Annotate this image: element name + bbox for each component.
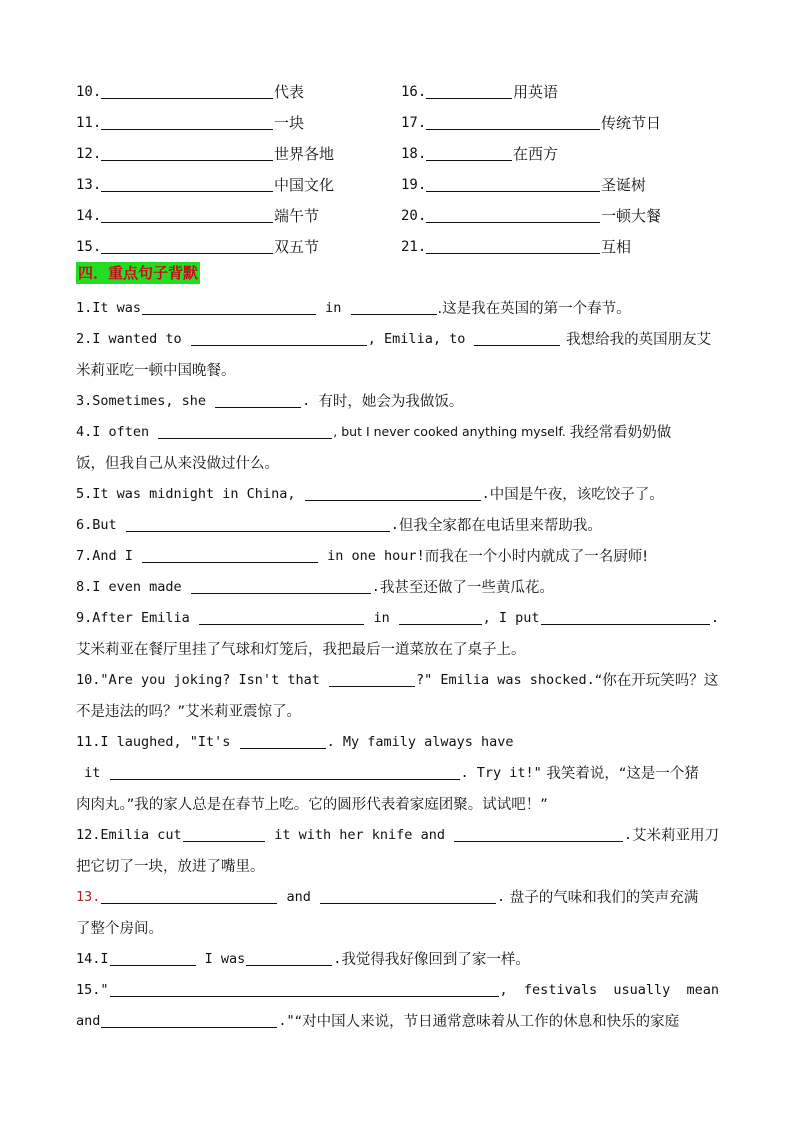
sentence-line <box>76 323 719 354</box>
section-heading: 四．重点句子背默 <box>78 264 199 282</box>
sentences-section <box>76 292 719 1036</box>
sentence-line <box>76 509 719 540</box>
sentence-line <box>76 478 719 509</box>
sentence-line <box>76 633 719 664</box>
vocab-prompt: 中国文化 <box>274 176 335 194</box>
sentence-translation: 而我在一个小时内就成了一名厨师! <box>424 549 649 565</box>
vocab-prompt: 一块 <box>274 114 305 132</box>
item-number: 19. <box>401 176 427 193</box>
sentence-line <box>76 416 719 447</box>
sentence-line <box>76 664 719 695</box>
sentence-text: 7.And I <box>76 547 142 564</box>
vocab-row <box>76 169 726 200</box>
sentence-translation: 中国是午夜，该吃饺子了。 <box>489 487 664 503</box>
sentence-text: 9.After Emilia <box>76 609 198 626</box>
sentence-translation: 米莉亚吃一顿中国晚餐。 <box>76 363 236 379</box>
answer-blank[interactable] <box>142 548 318 563</box>
answer-blank[interactable] <box>329 672 415 687</box>
sentence-text: . My family always have <box>326 733 514 750</box>
sentence-translation: 饭，但我自己从来没做过什么。 <box>76 456 279 472</box>
item-number: 12. <box>76 145 102 162</box>
item-number: 21. <box>401 238 427 255</box>
item-number: 18. <box>401 145 427 162</box>
answer-blank[interactable] <box>101 115 273 130</box>
answer-blank[interactable] <box>305 486 481 501</box>
answer-blank[interactable] <box>126 517 390 532</box>
sentence-text: 12.Emilia cut <box>76 826 182 843</box>
vocab-prompt: 传统节日 <box>601 114 662 132</box>
sentence-text: ?" Emilia was shocked. <box>415 671 595 688</box>
sentence-translation: 把它切了一块，放进了嘴里。 <box>76 859 265 875</box>
sentence-line <box>76 974 719 1005</box>
answer-blank[interactable] <box>110 982 499 997</box>
answer-blank[interactable] <box>191 579 371 594</box>
item-number: 20. <box>401 207 427 224</box>
sentence-translation: .这是我在英国的第一个春节。 <box>437 301 631 317</box>
sentence-text: in one hour! <box>319 547 425 564</box>
sentence-line <box>76 540 719 571</box>
sentence-line <box>76 912 719 943</box>
answer-blank[interactable] <box>199 610 364 625</box>
sentence-text: . <box>710 609 719 626</box>
sentence-translation: 艾米莉亚在餐厅里挂了气球和灯笼后，我把最后一道菜放在了桌子上。 <box>76 642 526 658</box>
item-number: 15. <box>76 238 102 255</box>
sentence-text: 2.I wanted to <box>76 330 190 347</box>
answer-blank[interactable] <box>101 239 273 254</box>
answer-blank[interactable] <box>101 1013 277 1028</box>
vocab-prompt: 互相 <box>601 238 632 256</box>
answer-blank[interactable] <box>101 146 273 161</box>
sentence-line <box>76 881 719 912</box>
sentence-text: 15." <box>76 981 109 998</box>
sentence-text: . <box>302 392 319 409</box>
vocab-prompt: 端午节 <box>274 207 320 225</box>
sentence-text: it <box>76 764 109 781</box>
sentence-translation: 我经常看奶奶做 <box>569 425 672 441</box>
sentence-text: . Try it!" <box>460 764 542 781</box>
answer-blank[interactable] <box>426 208 600 223</box>
item-number: 11. <box>76 114 102 131</box>
sentence-line <box>76 726 719 757</box>
answer-blank[interactable] <box>240 734 326 749</box>
answer-blank[interactable] <box>474 331 560 346</box>
answer-blank[interactable] <box>158 424 332 439</box>
sentence-line <box>76 850 719 881</box>
sentence-line <box>76 385 719 416</box>
sentence-translation: 有时，她会为我做饭。 <box>318 394 464 410</box>
sentence-line <box>76 757 719 788</box>
answer-blank[interactable] <box>215 393 301 408</box>
sentence-text: 14.I <box>76 950 109 967</box>
vocab-row <box>76 76 726 107</box>
answer-blank[interactable] <box>101 889 277 904</box>
vocab-prompt: 在西方 <box>513 145 559 163</box>
answer-blank[interactable] <box>351 300 437 315</box>
sentence-text: . <box>390 516 399 533</box>
vocab-prompt: 用英语 <box>513 83 559 101</box>
item-number: 16. <box>401 83 427 100</box>
sentence-line <box>76 788 719 819</box>
answer-blank[interactable] <box>110 765 460 780</box>
item-number: 14. <box>76 207 102 224</box>
vocab-prompt: 圣诞树 <box>601 176 647 194</box>
sentence-line <box>76 292 719 323</box>
sentence-text: I was <box>196 950 246 967</box>
sentence-text: 3.Sometimes, she <box>76 392 215 409</box>
vocab-prompt: 双五节 <box>274 238 320 256</box>
vocab-row <box>76 107 726 138</box>
sentence-text: ." <box>278 1012 295 1029</box>
sentence-text: and <box>76 1012 101 1029</box>
item-number: 13. <box>76 176 102 193</box>
sentence-text: in <box>317 299 350 316</box>
sentence-text: , Emilia, to <box>367 330 474 347</box>
sentence-translation: 肉肉丸。”我的家人总是在春节上吃。它的圆形代表着家庭团聚。试试吧！” <box>76 797 548 813</box>
sentence-translation: 我甚至还做了一些黄瓜花。 <box>379 580 554 596</box>
sentence-text: and <box>278 888 320 905</box>
sentence-text: 11.I laughed, "It's <box>76 733 239 750</box>
sentence-text: , festivals usually mean <box>499 981 719 998</box>
sentence-line <box>76 1005 719 1036</box>
sentence-text: , I put <box>482 609 540 626</box>
sentence-text: . <box>371 578 380 595</box>
sentence-line <box>76 695 719 726</box>
answer-blank[interactable] <box>191 331 367 346</box>
sentence-text: . <box>333 950 342 967</box>
answer-blank[interactable] <box>426 239 600 254</box>
item-number: 17. <box>401 114 427 131</box>
sentence-translation: 不是违法的吗？”艾米莉亚震惊了。 <box>76 704 302 720</box>
sentence-text: in <box>365 609 398 626</box>
answer-blank[interactable] <box>426 115 600 130</box>
sentence-line <box>76 819 719 850</box>
vocab-prompt: 一顿大餐 <box>601 207 662 225</box>
sentence-translation: 盘子的气味和我们的笑声充满 <box>505 890 699 906</box>
answer-blank[interactable] <box>454 827 623 842</box>
sentence-line <box>76 354 719 385</box>
answer-blank[interactable] <box>101 84 273 99</box>
sentence-translation: 我想给我的英国朋友艾 <box>561 332 712 348</box>
sentence-text: 1.It was <box>76 299 142 316</box>
sentence-text: . <box>623 826 632 843</box>
sentence-text: 5.It was midnight in China, <box>76 485 304 502</box>
sentence-number: 13. <box>76 888 101 905</box>
answer-blank[interactable] <box>320 889 496 904</box>
answer-blank[interactable] <box>426 146 512 161</box>
sentence-line <box>76 447 719 478</box>
sentence-text: 6.But <box>76 516 125 533</box>
answer-blank[interactable] <box>399 610 482 625</box>
vocab-prompt: 代表 <box>274 83 305 101</box>
item-number: 10. <box>76 83 102 100</box>
sentence-text: 10."Are you joking? Isn't that <box>76 671 328 688</box>
answer-blank[interactable] <box>110 951 196 966</box>
sentence-translation: “你在开玩笑吗？这 <box>594 673 719 689</box>
answer-blank[interactable] <box>426 177 600 192</box>
vocab-row <box>76 200 726 231</box>
answer-blank[interactable] <box>426 84 512 99</box>
sentence-text: , but I never cooked anything myself. <box>333 424 570 439</box>
sentence-text: 4.I often <box>76 423 158 440</box>
vocabulary-section <box>76 76 726 262</box>
sentence-line <box>76 602 719 633</box>
sentence-translation: 了整个房间。 <box>76 921 163 937</box>
sentence-translation: 但我全家都在电话里来帮助我。 <box>398 518 602 534</box>
sentence-translation: 艾米莉亚用刀 <box>632 828 719 844</box>
answer-blank[interactable] <box>246 951 332 966</box>
answer-blank[interactable] <box>101 177 273 192</box>
answer-blank[interactable] <box>541 610 710 625</box>
answer-blank[interactable] <box>183 827 265 842</box>
answer-blank[interactable] <box>101 208 273 223</box>
sentence-text: . <box>497 888 506 905</box>
sentence-text: . <box>481 485 490 502</box>
sentence-text: 8.I even made <box>76 578 190 595</box>
vocab-row <box>76 231 726 262</box>
sentence-line <box>76 943 719 974</box>
sentence-translation: “对中国人来说，节日通常意味着从工作的休息和快乐的家庭 <box>294 1014 680 1030</box>
sentence-translation: 我觉得我好像回到了家一样。 <box>341 952 530 968</box>
sentence-translation: 我笑着说，“这是一个猪 <box>541 766 699 782</box>
vocab-prompt: 世界各地 <box>274 145 335 163</box>
answer-blank[interactable] <box>142 300 316 315</box>
sentence-line <box>76 571 719 602</box>
vocab-row <box>76 138 726 169</box>
sentence-text: it with her knife and <box>266 826 454 843</box>
